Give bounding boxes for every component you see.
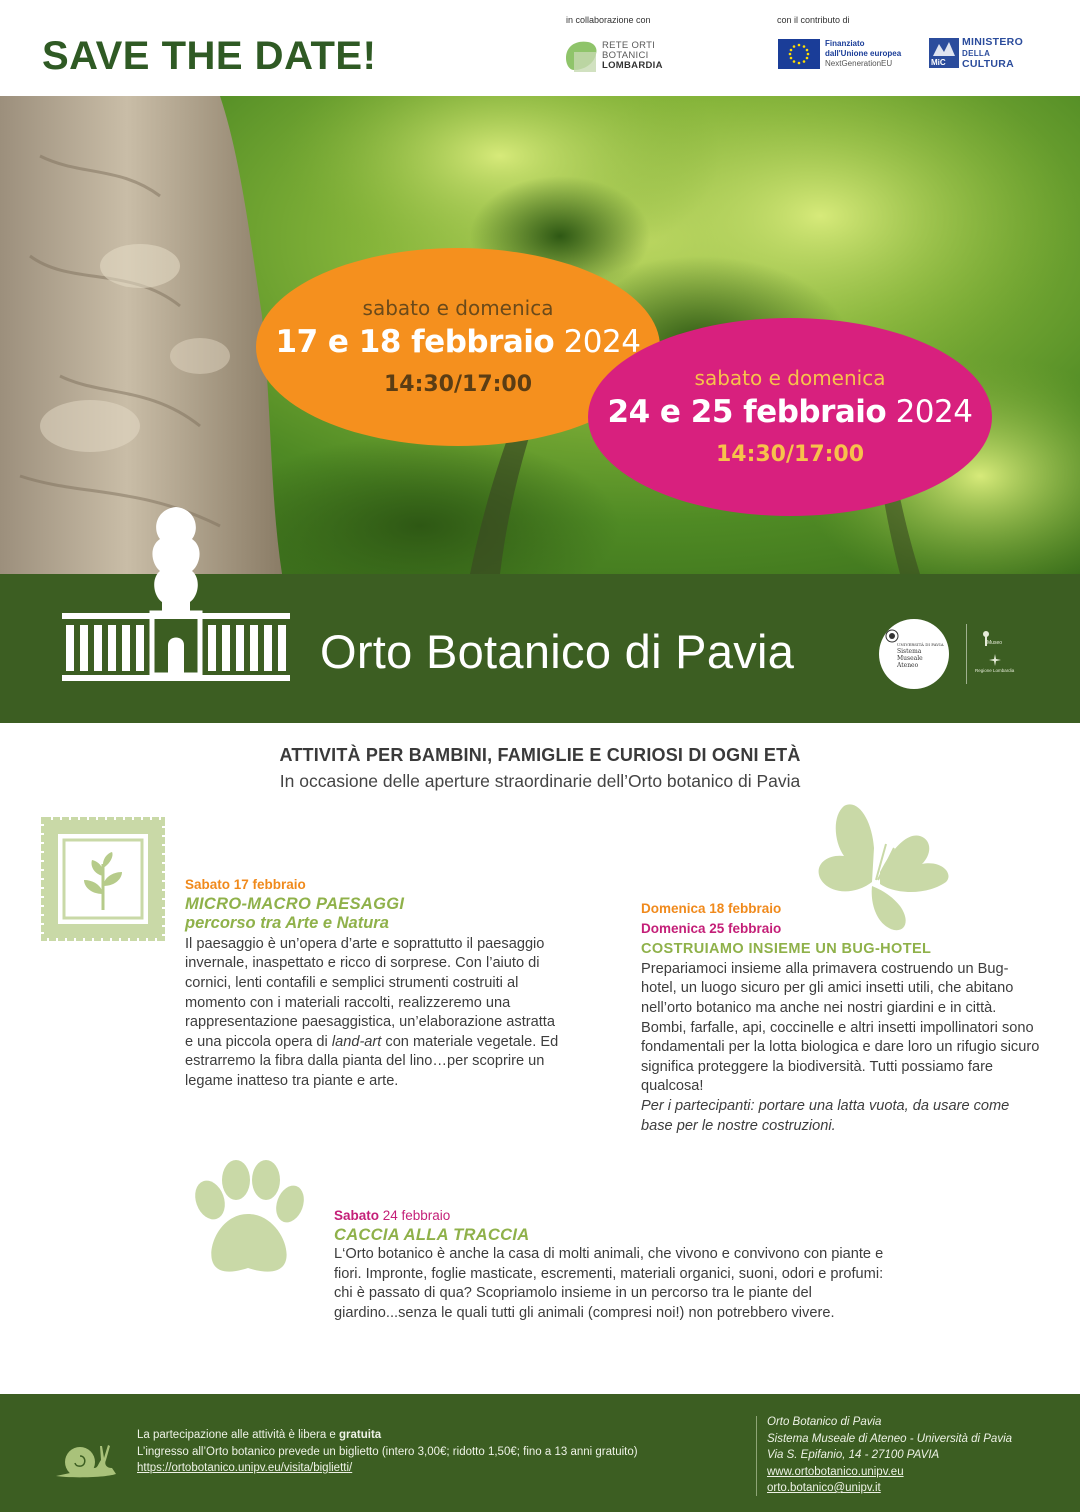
activity-2-body: Prepariamoci insieme alla primavera costruendo un Bug-hotel, un luogo sicuro per gli amici insetti utili, che abitano nell’orto botanico ma anche nei nostri giardini e in città. Bombi, farfalle, api, coccinelle e altri insetti impollinatori sono fondamentali per la lotta biologica e dare loro un rifugio sicuro significa proteggere la biodiversità. Tutti possiamo fare qualcosa! xyxy=(641,960,1040,1095)
footer-line-2: L’ingresso all’Orto botanico prevede un biglietto (intero 3,00€; ridotto 1,50€; fino a 13 anni gratuito) xyxy=(137,1445,638,1458)
footer-line-1-bold: gratuita xyxy=(339,1429,382,1441)
date-1-year: 2024 xyxy=(563,324,641,360)
rete-logo-line1: RETE ORTI xyxy=(602,40,656,51)
sprout-frame-icon xyxy=(40,816,166,942)
tickets-link[interactable]: https://ortobotanico.unipv.eu/visita/biglietti/ xyxy=(137,1462,353,1474)
activity-1-body xyxy=(185,935,565,1092)
date-2-time: 14:30/17:00 xyxy=(715,442,865,467)
contrib-label: con il contributo di xyxy=(777,15,850,25)
date-2-year: 2024 xyxy=(895,394,973,430)
footer-org-system: Sistema Museale di Ateneo - Università di Pavia xyxy=(767,1432,1013,1445)
unipv-line1: UNIVERSITÀ DI PAVIA xyxy=(897,642,944,647)
date-2-days-text: 24 e 25 febbraio xyxy=(607,394,887,430)
mic-badge-text: MiC xyxy=(931,58,946,67)
intro-subtitle: In occasione delle aperture straordinarie dell’Orto botanico di Pavia xyxy=(279,771,801,791)
eu-logo-line3: NextGenerationEU xyxy=(825,59,893,68)
footer-line-1 xyxy=(137,1427,638,1444)
activity-1-title: MICRO-MACRO PAESAGGI xyxy=(185,894,405,913)
activity-3-day-bold: Sabato xyxy=(334,1208,380,1223)
leaf-logo-icon xyxy=(562,38,600,74)
footer-contacts xyxy=(767,1414,1012,1497)
paw-print-icon xyxy=(186,1160,304,1280)
date-1-days-text: 17 e 18 febbraio xyxy=(275,324,555,360)
activity-1 xyxy=(185,875,565,1092)
activity-3-day xyxy=(334,1206,894,1226)
footer xyxy=(0,1394,1080,1512)
collab-label: in collaborazione con xyxy=(566,15,651,25)
snail-icon xyxy=(54,1438,118,1480)
museo-logo xyxy=(966,624,1026,684)
rete-logo-line3: LOMBARDIA xyxy=(602,60,663,71)
activity-1-body-post: con materiale vegetale. Ed estrarremo la fibra dalla pianta del lino…per scoprire un legame inatteso tra piante e arte. xyxy=(185,1033,559,1089)
activity-2-day-1: Domenica 18 febbraio xyxy=(641,901,782,916)
date-1-time: 14:30/17:00 xyxy=(383,372,533,397)
mic-logo-line1: MINISTERO xyxy=(962,36,1024,48)
intro-title: ATTIVITÀ PER BAMBINI, FAMIGLIE E CURIOSI DI OGNI ETÀ xyxy=(279,745,801,765)
unipv-line3: Museale xyxy=(897,655,923,662)
unipv-line2: Sistema xyxy=(897,648,922,655)
rete-orti-logo xyxy=(562,38,672,78)
activity-1-subtitle: percorso tra Arte e Natura xyxy=(185,914,389,933)
activity-3-body: L‘Orto botanico è anche la casa di molti animali, che vivono e convivono con piante e fiori. Impronte, foglie masticate, escrementi, materiali organici, suoni, odori e profumi: chi è passato di qua? Scopriamolo insieme in un percorso tra le piante del giardino...senza le quali tutti gli animali (compresi noi!) non potrebbero vivere. xyxy=(334,1246,884,1321)
header xyxy=(0,0,1080,96)
date-1-pre: sabato e domenica xyxy=(362,296,554,320)
footer-line-1-pre: La partecipazione alle attività è libera e xyxy=(137,1429,340,1441)
mic-logo-line3: CULTURA xyxy=(962,58,1015,70)
eu-logo-line2: dall'Unione europea xyxy=(825,49,902,58)
eu-flag-icon xyxy=(778,39,820,69)
museo-line1: Museo xyxy=(987,640,1003,646)
footer-org-name: Orto Botanico di Pavia xyxy=(767,1416,882,1428)
footer-address: Via S. Epifanio, 14 - 27100 PAVIA xyxy=(767,1449,940,1461)
activity-3-title: CACCIA ALLA TRACCIA xyxy=(334,1225,530,1244)
activity-2-day-2: Domenica 25 febbraio xyxy=(641,920,782,936)
activity-3-day-rest: 24 febbraio xyxy=(379,1208,451,1223)
unipv-line4: Ateneo xyxy=(897,662,919,669)
date-1-days xyxy=(256,324,660,360)
website-link[interactable]: www.ortobotanico.unipv.eu xyxy=(767,1465,904,1478)
activity-1-day: Sabato 17 febbraio xyxy=(185,877,306,892)
date-2-pre: sabato e domenica xyxy=(694,366,886,390)
orto-building-icon xyxy=(56,503,296,688)
band-title: Orto Botanico di Pavia xyxy=(320,625,795,678)
activity-1-body-italic: land-art xyxy=(331,1033,382,1050)
eu-logo-line1: Finanziato xyxy=(825,39,865,48)
mic-logo-line2: DELLA xyxy=(962,49,991,58)
headline: SAVE THE DATE! xyxy=(42,34,377,78)
footer-info xyxy=(137,1427,638,1477)
footer-divider xyxy=(756,1416,757,1496)
activity-2-note: Per i partecipanti: portare una latta vuota, da usare come base per le nostre costruzioni. xyxy=(641,1097,1010,1134)
date-oval-2 xyxy=(588,318,992,516)
activity-3 xyxy=(334,1206,894,1324)
eu-logo xyxy=(778,39,918,71)
activity-2 xyxy=(641,899,1041,1136)
mic-badge-icon xyxy=(929,38,959,68)
rete-logo-line2: BOTANICI xyxy=(602,50,649,61)
date-2-days xyxy=(588,394,992,430)
museo-line2: Regione Lombardia xyxy=(975,668,1015,673)
regione-rose-icon xyxy=(989,654,1001,666)
activity-2-title: COSTRUIAMO INSIEME UN BUG-HOTEL xyxy=(641,941,932,958)
mic-logo xyxy=(929,36,1029,72)
activity-1-body-pre: Il paesaggio è un’opera d’arte e soprattutto il paesaggio invernale, inaspettato e ricco di sorprese. Con l’aiuto di cornici, lenti contafili e semplici strumenti costruiti al momento con i materiali raccolti, realizzeremo una rappresentazione paesaggistica, un’elaborazione astratta e una piccola opera di xyxy=(185,935,555,1050)
unipv-logo xyxy=(879,619,949,689)
email-link[interactable]: orto.botanico@unipv.it xyxy=(767,1482,881,1494)
